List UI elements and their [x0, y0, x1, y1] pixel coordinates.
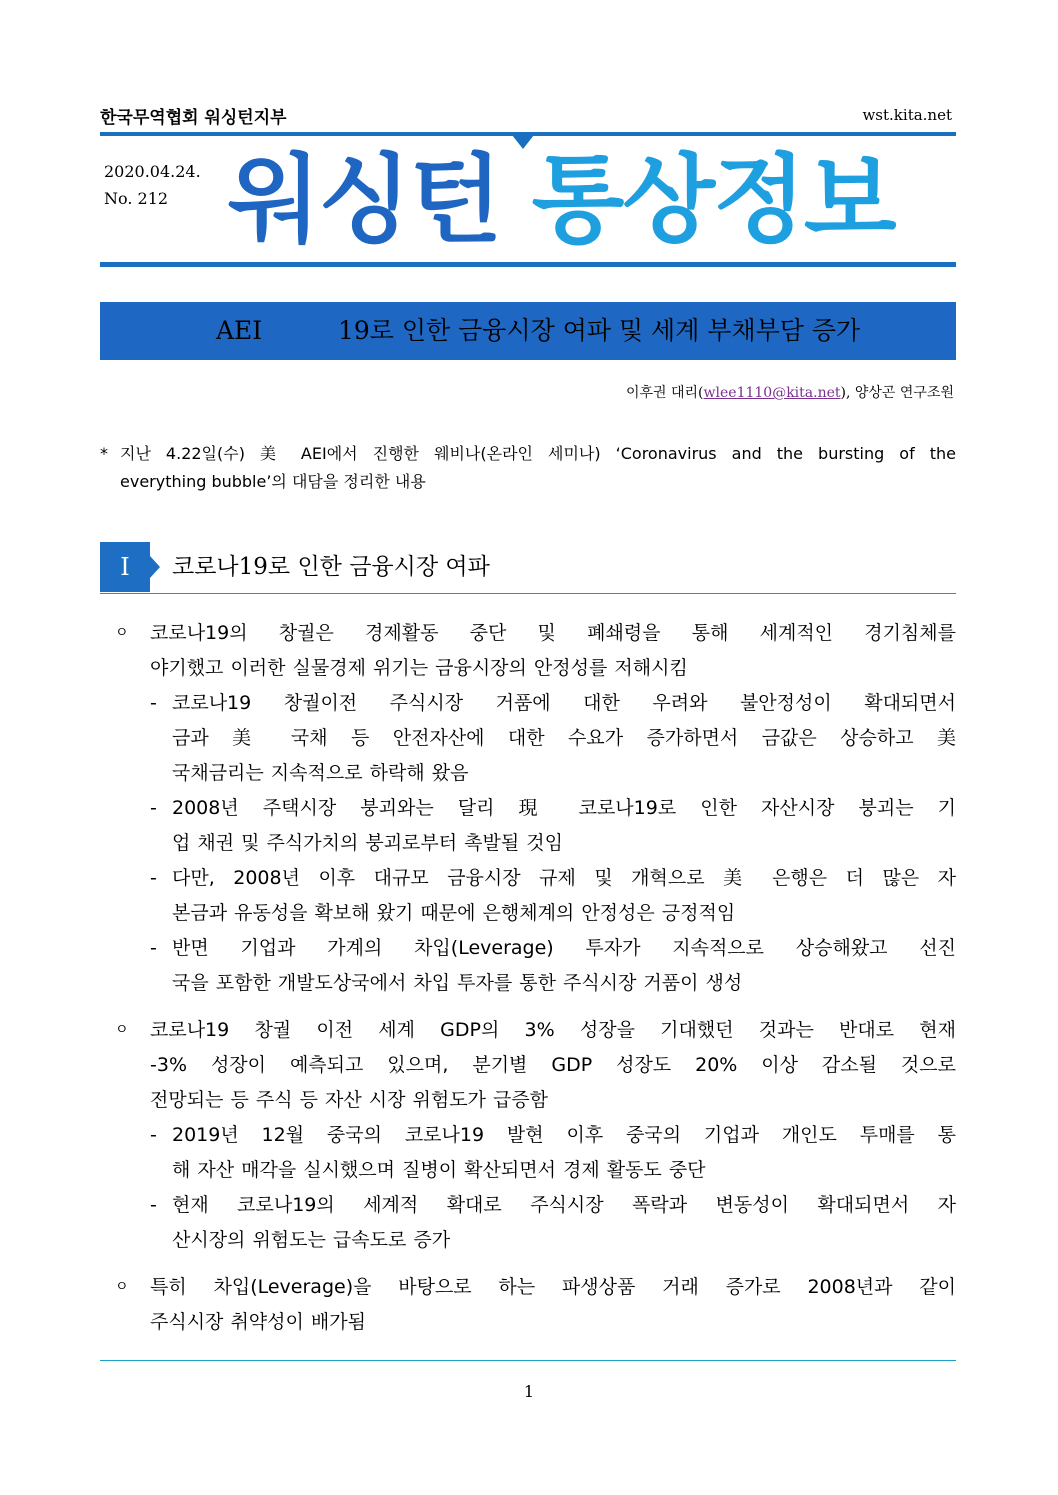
sub-bullet-item — [150, 686, 956, 791]
sub-bullet-text-line: 업 채권 및 주식가치의 붕괴로부터 촉발될 것임 — [172, 832, 563, 854]
issue-date: 2020.04.24. — [104, 162, 201, 181]
sub-bullet-text-line: 코로나19 창궐이전 주식시장 거품에 대한 우려와 불안정성이 확대되면서 — [172, 692, 956, 714]
sub-bullet-text-line: 다만, 2008년 이후 대규모 금융시장 규제 및 개혁으로 美 은행은 더 많은 자 — [172, 867, 956, 889]
sub-bullet-text-line: 현재 코로나19의 세계적 확대로 주식시장 폭락과 변동성이 확대되면서 자 — [172, 1194, 956, 1216]
bullet-text-line: -3% 성장이 예측되고 있으며, 분기별 GDP 성장도 20% 이상 감소될 것으로 — [150, 1054, 956, 1076]
masthead-part2: 통상정보 — [531, 144, 895, 256]
issue-info — [104, 158, 201, 212]
section-arrow-icon — [150, 556, 160, 578]
header-bottom-rule — [100, 262, 956, 267]
section-underline — [100, 593, 956, 594]
author-prefix: 이후권 대리( — [625, 385, 704, 401]
bullet-text-line: 주식시장 취약성이 배가됨 — [150, 1311, 366, 1333]
page-number: 1 — [523, 1382, 535, 1401]
title-part1: AEI — [216, 316, 263, 345]
dash-bullet-icon: - — [150, 1124, 157, 1146]
sub-bullet-item — [150, 791, 956, 861]
bullet-item — [110, 616, 956, 1001]
bullet-item — [110, 1270, 956, 1340]
sub-bullet-text-line: 산시장의 위험도는 급속도로 증가 — [172, 1229, 451, 1251]
circle-bullet-icon: ㅇ — [115, 625, 129, 641]
bullet-text-line: 특히 차입(Leverage)을 바탕으로 하는 파생상품 거래 증가로 2008년과 같이 — [150, 1276, 956, 1298]
sub-bullet-item — [150, 1118, 956, 1188]
dash-bullet-icon: - — [150, 1194, 157, 1216]
website-url: wst.kita.net — [862, 106, 952, 124]
section-title: 코로나19로 인한 금융시장 여파 — [172, 554, 490, 580]
sub-bullet-text-line: 국을 포함한 개발도상국에서 차입 투자를 통한 주식시장 거품이 생성 — [172, 972, 743, 994]
sub-bullet-text-line: 2008년 주택시장 붕괴와는 달리 現 코로나19로 인한 자산시장 붕괴는 기 — [172, 797, 956, 819]
sub-bullet-text-line: 반면 기업과 가계의 차입(Leverage) 투자가 지속적으로 상승해왔고 선진 — [172, 937, 956, 959]
dash-bullet-icon: - — [150, 937, 157, 959]
author-email-link[interactable]: wlee1110@kita.net — [703, 385, 841, 401]
note-line-2: everything bubble’의 대담을 정리한 내용 — [120, 472, 426, 491]
masthead-part1: 워싱턴 — [228, 144, 501, 256]
dash-bullet-icon: - — [150, 867, 157, 889]
masthead-logo — [228, 140, 895, 260]
note-line-1: 지난 4.22일(수) 美 AEI에서 진행한 웨비나(온라인 세미나) ‘Coronavirus and the bursting of the — [120, 444, 956, 463]
sub-bullet-text-line: 국채금리는 지속적으로 하락해 왔음 — [172, 762, 469, 784]
section-number-box: I — [100, 542, 150, 592]
summary-note — [100, 440, 956, 496]
title-part2: 19로 인한 금융시장 여파 및 세계 부채부담 증가 — [338, 316, 861, 345]
bullet-text-line: 야기했고 이러한 실물경제 위기는 금융시장의 안정성를 저해시킴 — [150, 657, 688, 679]
sub-bullet-text-line: 금과 美 국채 등 안전자산에 대한 수요가 증가하면서 금값은 상승하고 美 — [172, 727, 956, 749]
footer-rule — [100, 1360, 956, 1361]
bullet-text-line: 전망되는 등 주식 등 자산 시장 위험도가 급증함 — [150, 1089, 549, 1111]
dash-bullet-icon: - — [150, 692, 157, 714]
bullet-text-line: 코로나19 창궐 이전 세계 GDP의 3% 성장을 기대했던 것과는 반대로 현재 — [150, 1019, 956, 1041]
sub-bullet-item — [150, 861, 956, 931]
sub-bullet-text-line: 2019년 12월 중국의 코로나19 발현 이후 중국의 기업과 개인도 투매를 통 — [172, 1124, 956, 1146]
dash-bullet-icon: - — [150, 797, 157, 819]
article-body — [110, 616, 956, 1352]
bullet-item — [110, 1013, 956, 1258]
circle-bullet-icon: ㅇ — [115, 1022, 129, 1038]
article-title-bar — [100, 302, 956, 360]
bullet-text-line: 코로나19의 창궐은 경제활동 중단 및 폐쇄령을 통해 세계적인 경기침체를 — [150, 622, 956, 644]
circle-bullet-icon: ㅇ — [115, 1279, 129, 1295]
note-bullet: * — [100, 444, 108, 463]
organization-name: 한국무역협회 워싱턴지부 — [100, 108, 287, 128]
author-line — [626, 382, 954, 402]
sub-bullet-item — [150, 931, 956, 1001]
sub-bullet-text-line: 본금과 유동성을 확보해 왔기 때문에 은행체계의 안정성은 긍정적임 — [172, 902, 736, 924]
author-suffix: ), 양상곤 연구조원 — [840, 385, 954, 401]
sub-bullet-item — [150, 1188, 956, 1258]
issue-number: No. 212 — [104, 189, 169, 208]
sub-bullet-text-line: 해 자산 매각을 실시했으며 질병이 확산되면서 경제 활동도 중단 — [172, 1159, 706, 1181]
